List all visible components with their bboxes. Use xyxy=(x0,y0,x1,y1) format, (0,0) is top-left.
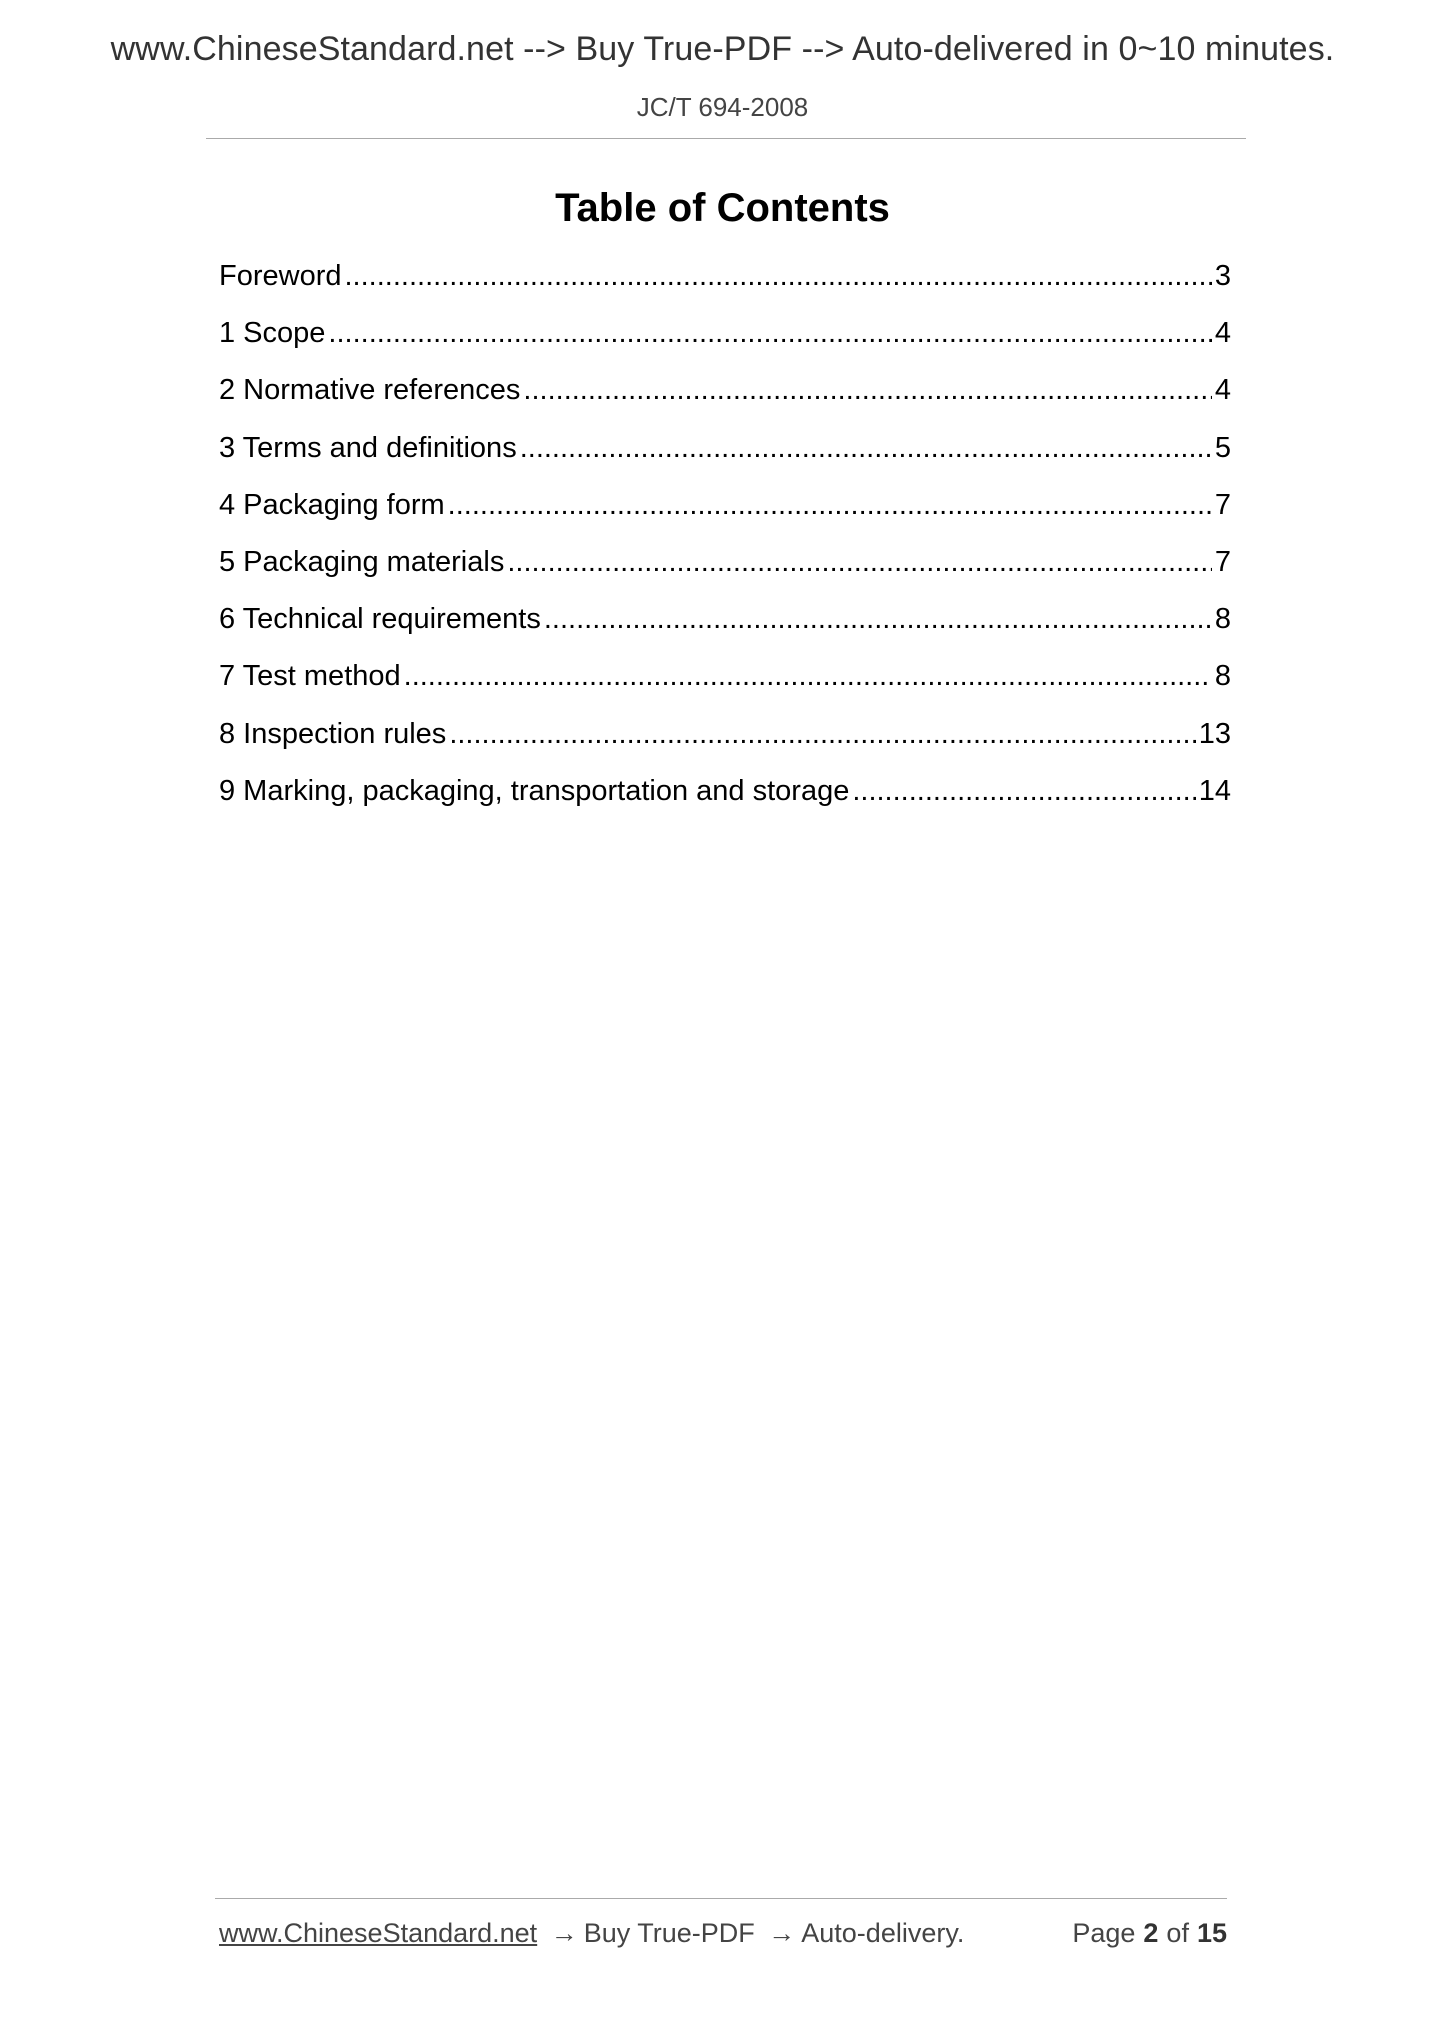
header-banner: www.ChineseStandard.net --> Buy True-PDF --> Auto-delivered in 0~10 minutes. xyxy=(110,30,1335,68)
toc-entry-page: 3 xyxy=(1214,260,1231,292)
toc-entry-scope[interactable] xyxy=(219,313,1231,370)
page-word: Page xyxy=(1072,1918,1136,1948)
toc-entry-label: 8 Inspection rules xyxy=(219,717,447,750)
toc-leader-dots xyxy=(449,714,1195,754)
toc-leader-dots xyxy=(523,370,1211,410)
toc-entry-page: 8 xyxy=(1214,603,1231,636)
footer-buy-text: Buy True-PDF xyxy=(583,1918,755,1948)
toc-entry-marking-packaging-transportation-storage[interactable] xyxy=(219,771,1231,828)
footer-promo xyxy=(219,1918,964,1949)
toc-entry-page: 8 xyxy=(1214,660,1231,693)
current-page-number: 2 xyxy=(1143,1918,1159,1948)
toc-entry-terms-and-definitions[interactable] xyxy=(219,428,1231,485)
footer-divider xyxy=(215,1898,1227,1899)
toc-title: Table of Contents xyxy=(555,186,890,230)
toc-entry-label: 6 Technical requirements xyxy=(219,603,541,636)
toc-leader-dots xyxy=(345,256,1212,296)
toc-entry-label: Foreword xyxy=(219,260,342,292)
toc-entry-label: 2 Normative references xyxy=(219,374,521,407)
footer-site-link[interactable]: www.ChineseStandard.net xyxy=(219,1918,538,1948)
toc-entry-normative-references[interactable] xyxy=(219,370,1231,427)
toc-leader-dots xyxy=(404,656,1212,696)
toc-leader-dots xyxy=(544,599,1212,639)
toc-entry-label: 9 Marking, packaging, transportation and storage xyxy=(219,774,850,807)
toc-entry-test-method[interactable] xyxy=(219,656,1231,713)
toc-entry-label: 1 Scope xyxy=(219,317,326,350)
toc-entry-page: 4 xyxy=(1214,317,1231,350)
toc-entry-page: 7 xyxy=(1214,488,1231,521)
toc-list xyxy=(219,256,1231,828)
toc-entry-page: 13 xyxy=(1198,717,1231,750)
arrow-right-icon: → xyxy=(550,1918,578,1948)
footer-delivery-text: Auto-delivery. xyxy=(801,1918,965,1948)
toc-leader-dots xyxy=(520,428,1212,468)
page-number-indicator xyxy=(1072,1918,1227,1949)
document-code: JC/T 694-2008 xyxy=(636,92,809,122)
toc-leader-dots xyxy=(852,771,1195,811)
total-page-count: 15 xyxy=(1196,1918,1227,1948)
toc-leader-dots xyxy=(507,542,1212,582)
toc-entry-inspection-rules[interactable] xyxy=(219,714,1231,771)
toc-entry-label: 3 Terms and definitions xyxy=(219,431,517,464)
toc-entry-page: 5 xyxy=(1214,431,1231,464)
toc-entry-technical-requirements[interactable] xyxy=(219,599,1231,656)
toc-entry-label: 7 Test method xyxy=(219,660,401,693)
toc-entry-packaging-materials[interactable] xyxy=(219,542,1231,599)
toc-leader-dots xyxy=(328,313,1211,353)
toc-entry-label: 4 Packaging form xyxy=(219,488,445,521)
header-divider xyxy=(206,138,1246,139)
toc-entry-foreword[interactable] xyxy=(219,256,1231,313)
toc-entry-page: 14 xyxy=(1198,774,1231,807)
toc-entry-page: 7 xyxy=(1214,545,1231,578)
toc-leader-dots xyxy=(448,485,1212,525)
toc-entry-label: 5 Packaging materials xyxy=(219,545,505,578)
toc-entry-page: 4 xyxy=(1214,374,1231,407)
arrow-right-icon: → xyxy=(768,1918,796,1948)
toc-entry-packaging-form[interactable] xyxy=(219,485,1231,542)
of-word: of xyxy=(1166,1918,1189,1948)
